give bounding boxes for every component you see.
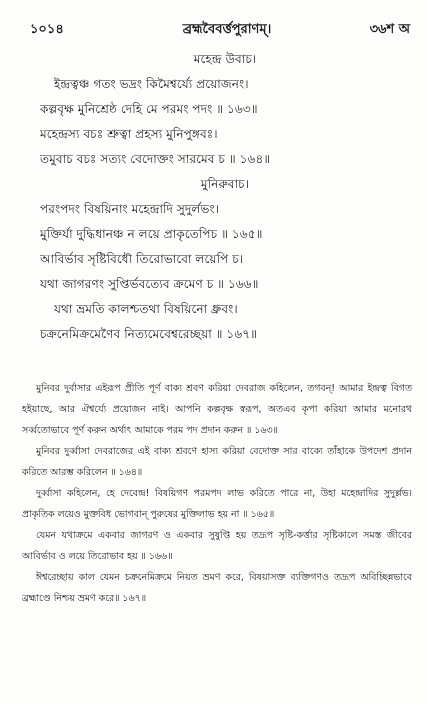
verse-line: মহেন্দ্রস্য বচঃ শ্রুত্বা প্রহস্য মুনিপুঙ্গবঃ।	[40, 127, 218, 141]
verse-line: পরংপদং বিষয়িনাং মহেন্দ্রাদি সুদুর্লভং।	[40, 202, 220, 216]
sanskrit-verses	[40, 47, 410, 347]
verse-line: আবির্ভাব সৃষ্টিবিধৌ তিরোভাবো লয়েপি চ।	[40, 252, 244, 266]
translation-paragraph: মুনিবর দুর্ব্বাসা দেবরাজের এই বাক্য শ্রবণে হাস্য করিয়া বেদোক্ত সার বাক্যে তাঁহাকে উপদেশ প্রদান করিতে আরম্ভ করিলেন ॥ ১৬৪॥	[22, 446, 412, 478]
bengali-translation	[22, 378, 412, 609]
verse-line: যথা ভ্রমতি কালশ্চতথা বিষয়িনো ধ্রুবং।	[54, 302, 238, 316]
verse-line: যথা জাগরণং সুপ্তির্ভবত্যেব ক্রমেণ চ ॥ ১৬৬॥	[40, 277, 259, 291]
verse-line: মুক্তির্যা দুদ্ধিধানঞ্চ ন লয়ে প্রাকৃতেপিচ ॥ ১৬৫॥	[40, 227, 263, 241]
verse-line: মুনিরুবাচ।	[200, 177, 250, 191]
translation-paragraph: যেমন যথাক্রমে একবার জাগরণ ও একবার সুষুপ্তি হয় তদ্রূপ সৃষ্টি-কর্ত্তার সৃষ্টিকালে সমস্ত জীবের আবির্ভাব ও লয়ে তিরোভাব হয় ॥ ১৬৬॥	[22, 530, 412, 562]
verse-line: ইন্দ্রত্বঞ্চ গতং ভদ্রং কিমৈশ্বর্য্যে প্রয়োজনং।	[54, 77, 249, 91]
verse-line: মহেন্দ্র উবাচ।	[193, 52, 257, 66]
verse-line: চক্রনেমিক্রমেণৈব নিত্যমেবেশ্বরেচ্ছয়া ॥ ১৬৭॥	[40, 327, 258, 341]
page-number: ১০১৪	[30, 22, 64, 37]
running-title: ব্রহ্মবৈবর্ত্তপুরাণম্।	[182, 22, 272, 37]
page-header	[30, 20, 410, 40]
translation-paragraph: দুর্ব্বাসা কহিলেন, হে দেবেন্দ্র! বিষয়িগণ পরমপদ লাভ করিতে পারে না, উহা মহেন্দ্রাদির সুদুর্ল্লভ। প্রাকৃতিক লয়েও মুক্তবিধ ভোগবান্ পুরুষের মুক্তিলাভ হয় না ॥ ১৬৫॥	[22, 488, 412, 520]
verse-line: কল্পবৃক্ষ মুনিশ্রেষ্ঠ দেহি মে পরমং পদং ॥ ১৬৩॥	[40, 102, 258, 116]
chapter-label: ৩৬শ অ	[369, 22, 410, 37]
verse-line: তমুবাচ বচঃ সত্যং বেদোক্তং সারমেব চ ॥ ১৬৪॥	[40, 152, 271, 166]
translation-paragraph: ঈশ্বরেচ্ছায় কাল যেমন চক্রনেমিক্রমে নিয়ত ভ্রমণ করে, বিষয়াসক্ত ব্যক্তিগণও তদ্রূপ অবিচ্ছিন্নভাবে ব্রহ্মাণ্ডে নিশ্চয় ভ্রমণ করে॥ ১৬৭॥	[22, 572, 412, 604]
translation-paragraph: মুনিবর দুর্বাসার এইরূপ প্রীতি পূর্ণ বাক্য শ্রবণ করিয়া দেবরাজ কহিলেন, তগবন্! আমার ইন্দ্রত্ব বিগত হইয়াছে, আর ঐশ্বর্য্যে প্রয়োজন নাই। আপনি কল্পবৃক্ষ স্বরূপ, অতএব কৃপা করিয়া আমার মনোরথ সর্ব্বতোভাবে পূর্ণ করুন অর্থাৎ আমাকে পরম পদ প্রদান করুন ॥ ১৬৩॥	[22, 383, 412, 436]
